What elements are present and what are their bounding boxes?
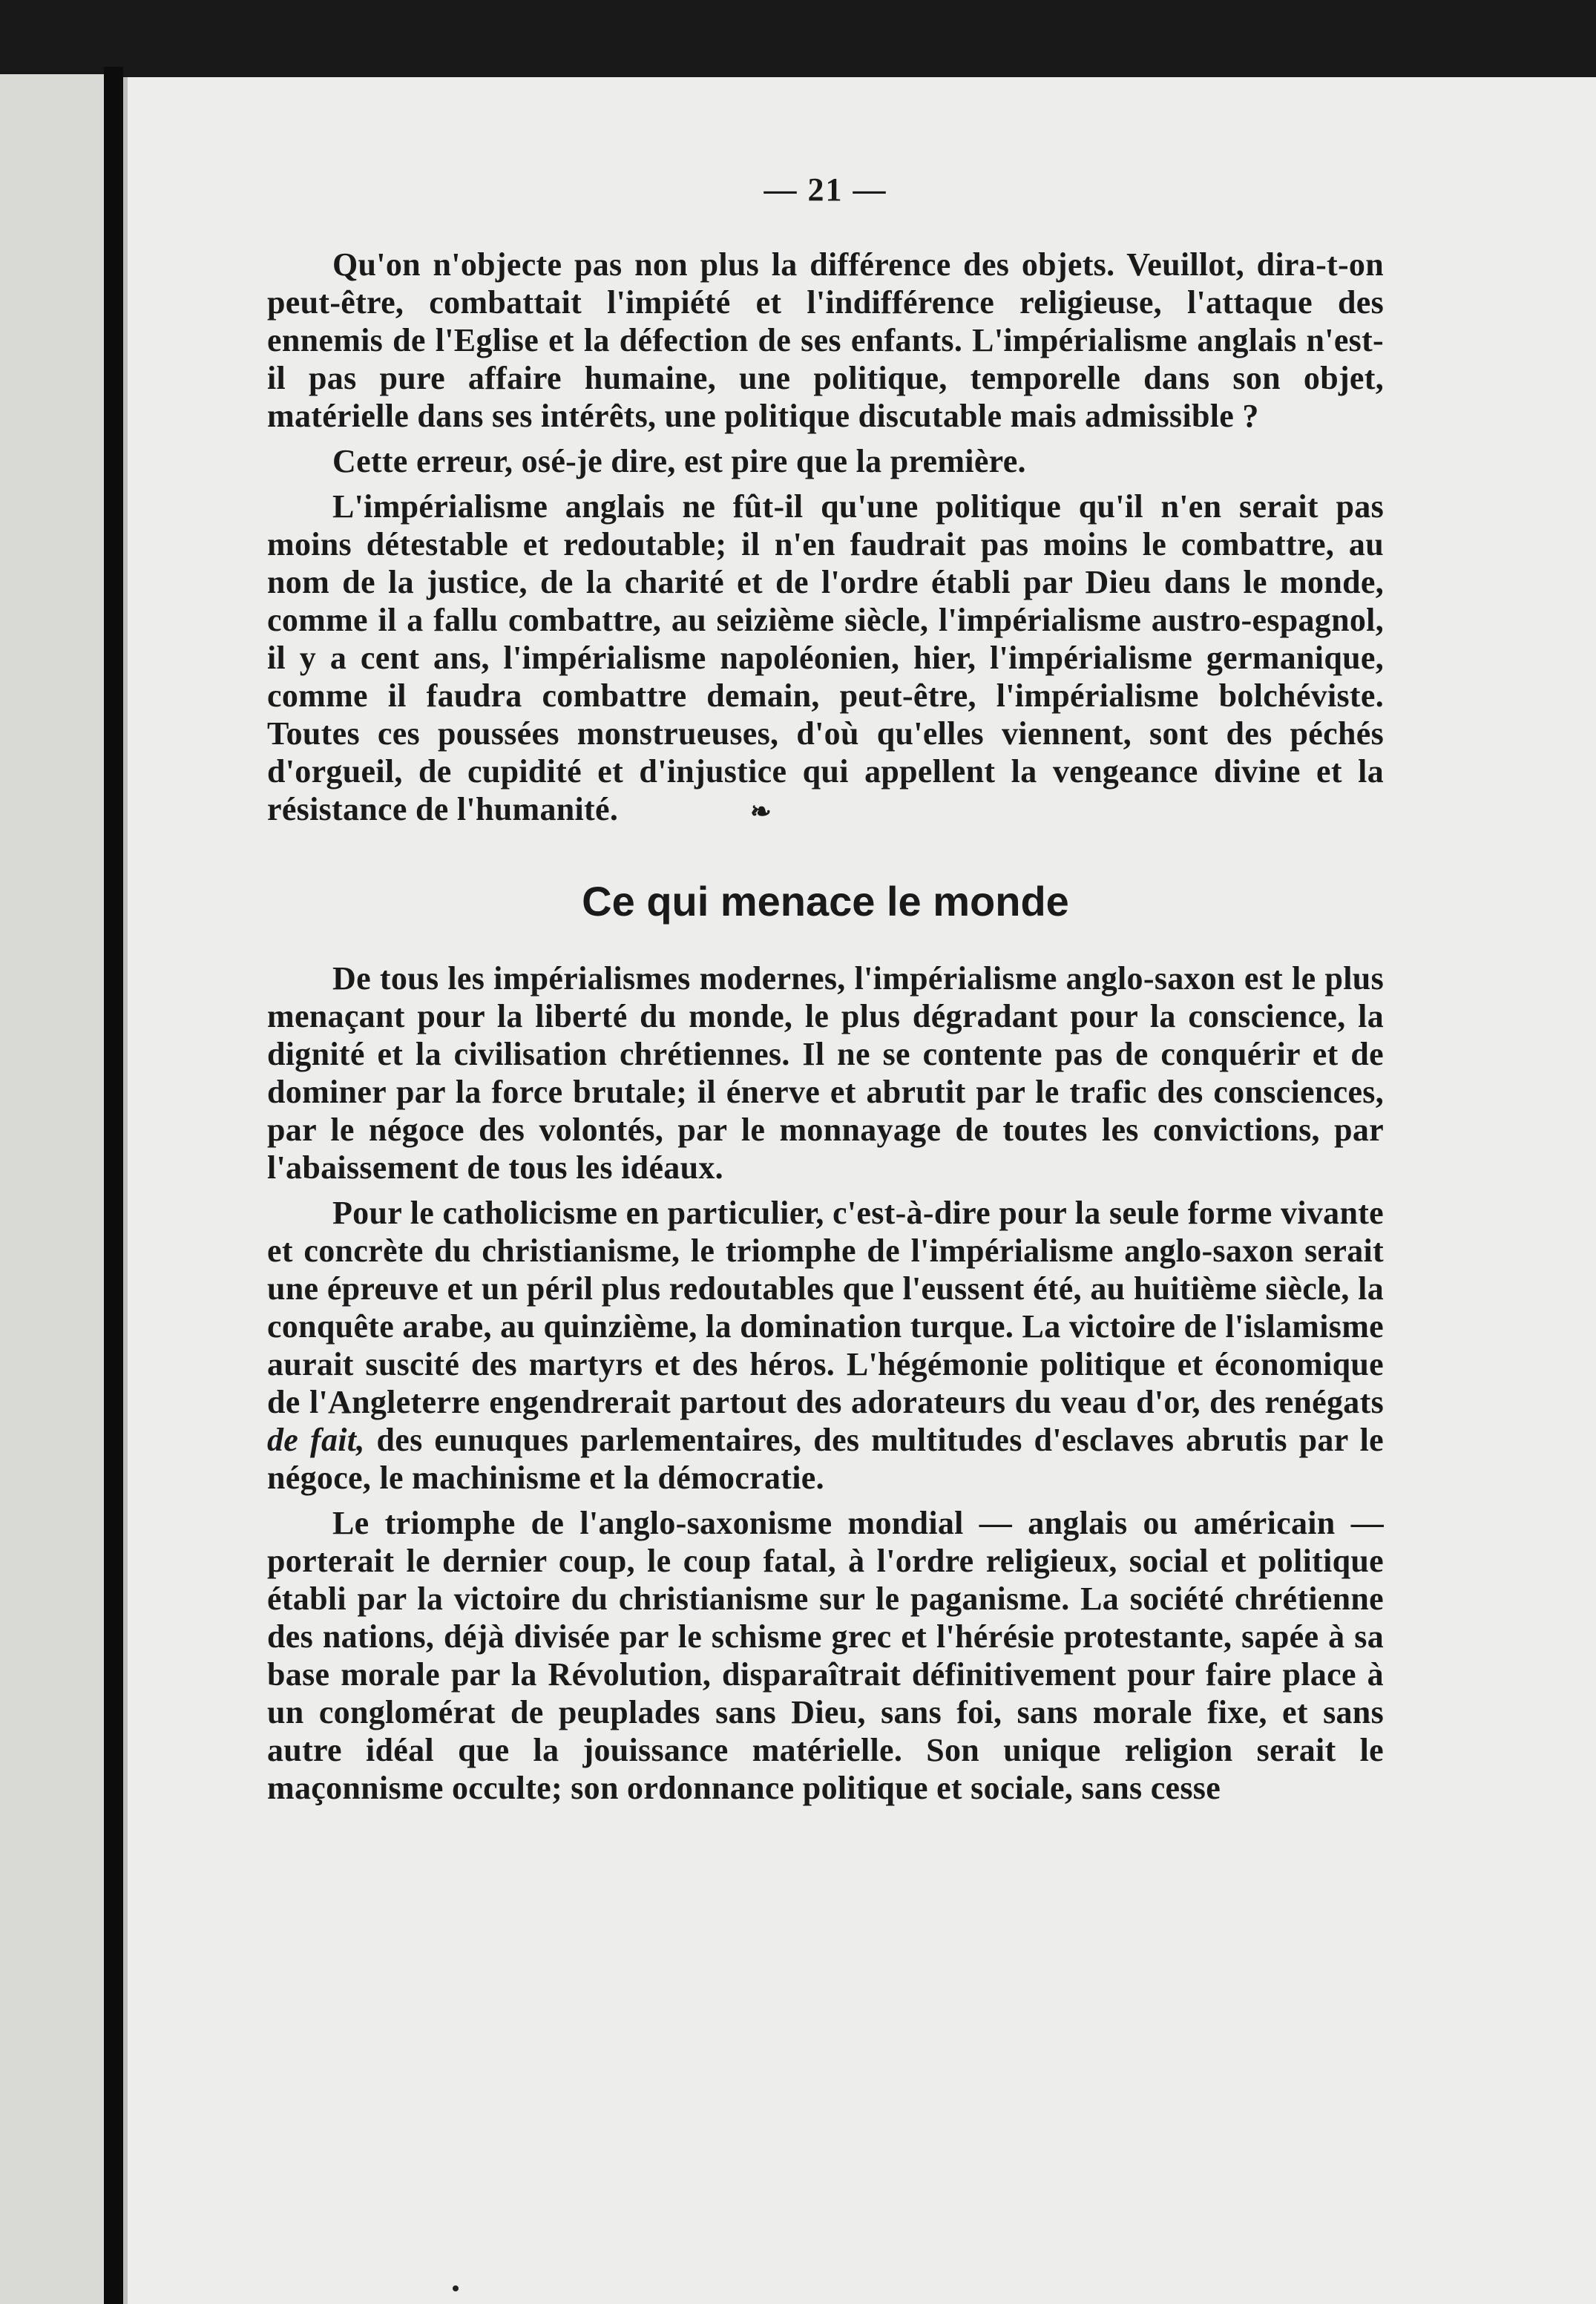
book-gutter <box>104 67 123 2304</box>
paragraph-catholicism <box>267 1194 1384 1497</box>
scan-speck <box>453 2285 459 2291</box>
paragraph-imperialism <box>267 488 1384 831</box>
facing-page-edge <box>0 74 104 2304</box>
page-binding-edge <box>123 77 128 2304</box>
italic-emphasis: de fait, <box>267 1422 365 1458</box>
paragraph-catholicism-end: des eunuques parlementaires, des multitudes d'esclaves abrutis par le négoce, le machinisme et la démocratie. <box>267 1422 1385 1496</box>
page-text-block <box>267 171 1384 1807</box>
paragraph-error: Cette erreur, osé-je dire, est pire que la première. <box>332 443 1026 479</box>
paragraph-objection: Qu'on n'objecte pas non plus la différence des objets. Veuillot, dira-t-on peut-être, combattait l'impiété et l'indifférence religieuse, l'attaque des ennemis de l'Eglise et la défection de ses enfants. L'impérialisme anglais n'est-il pas pure affaire humaine, une politique, temporelle dans son objet, matérielle dans ses intérêts, une politique discutable mais admissible ? <box>267 246 1384 434</box>
section-heading: Ce qui menace le monde <box>582 878 1069 925</box>
paragraph-imperialism-text: L'impérialisme anglais ne fût-il qu'une politique qu'il n'en serait pas moins détestable et redoutable; il n'en faudrait pas moins le combattre, au nom de la justice, de la charité et de l'ordre établi par Dieu dans le monde, comme il a fallu combattre, au seizième siècle, l'impérialisme austro-espagnol, il y a cent ans, l'impérialisme napoléonien, hier, l'impérialisme germanique, comme il faudra combattre demain, peut-être, l'impérialisme bolchéviste. Toutes ces poussées monstrueuses, d'où qu'elles viennent, sont des péchés d'orgueil, de cupidité et d'injustice qui appellent la vengeance divine et la résistance de l'humanité. <box>267 488 1384 827</box>
paragraph-catholicism-text: Pour le catholicisme en particulier, c'est-à-dire pour la seule forme vivante et concrète du christianisme, le triomphe de l'impérialisme anglo-saxon serait une épreuve et un péril plus redoutables que l'eussent été, au huitième siècle, la conquête arabe, au quinzième, la domination turque. La victoire de l'islamisme aurait suscité des martyrs et des héros. L'hégémonie politique et économique de l'Angleterre engendrerait partout des adorateurs du veau d'or, des renégats <box>267 1195 1384 1420</box>
page-number: — 21 — <box>763 171 887 208</box>
paragraph-modern-imperialisms: De tous les impérialismes modernes, l'impérialisme anglo-saxon est le plus menaçant pour la liberté du monde, le plus dégradant pour la conscience, la dignité et la civilisation chrétiennes. Il ne se contente pas de conquérir et de dominer par la force brutale; il énerve et abrutit par le trafic des consciences, par le négoce des volontés, par le monnayage de toutes les convictions, par l'abaissement de tous les idéaux. <box>267 960 1384 1186</box>
paragraph-anglo-saxonism: Le triomphe de l'anglo-saxonisme mondial — anglais ou américain — porterait le dernier coup, le coup fatal, à l'ordre religieux, social et politique établi par la victoire du christianisme sur le paganisme. La société chrétienne des nations, déjà divisée par le schisme grec et l'hérésie protestante, sapée à sa base morale par la Révolution, disparaîtrait définitivement pour faire place à un conglomérat de peuplades sans Dieu, sans foi, sans morale fixe, et sans autre idéal que la jouissance matérielle. Son unique religion serait le maçonnisme occulte; son ordonnance politique et sociale, sans cesse <box>267 1505 1384 1806</box>
fleuron-ornament: ❧ <box>750 798 772 826</box>
